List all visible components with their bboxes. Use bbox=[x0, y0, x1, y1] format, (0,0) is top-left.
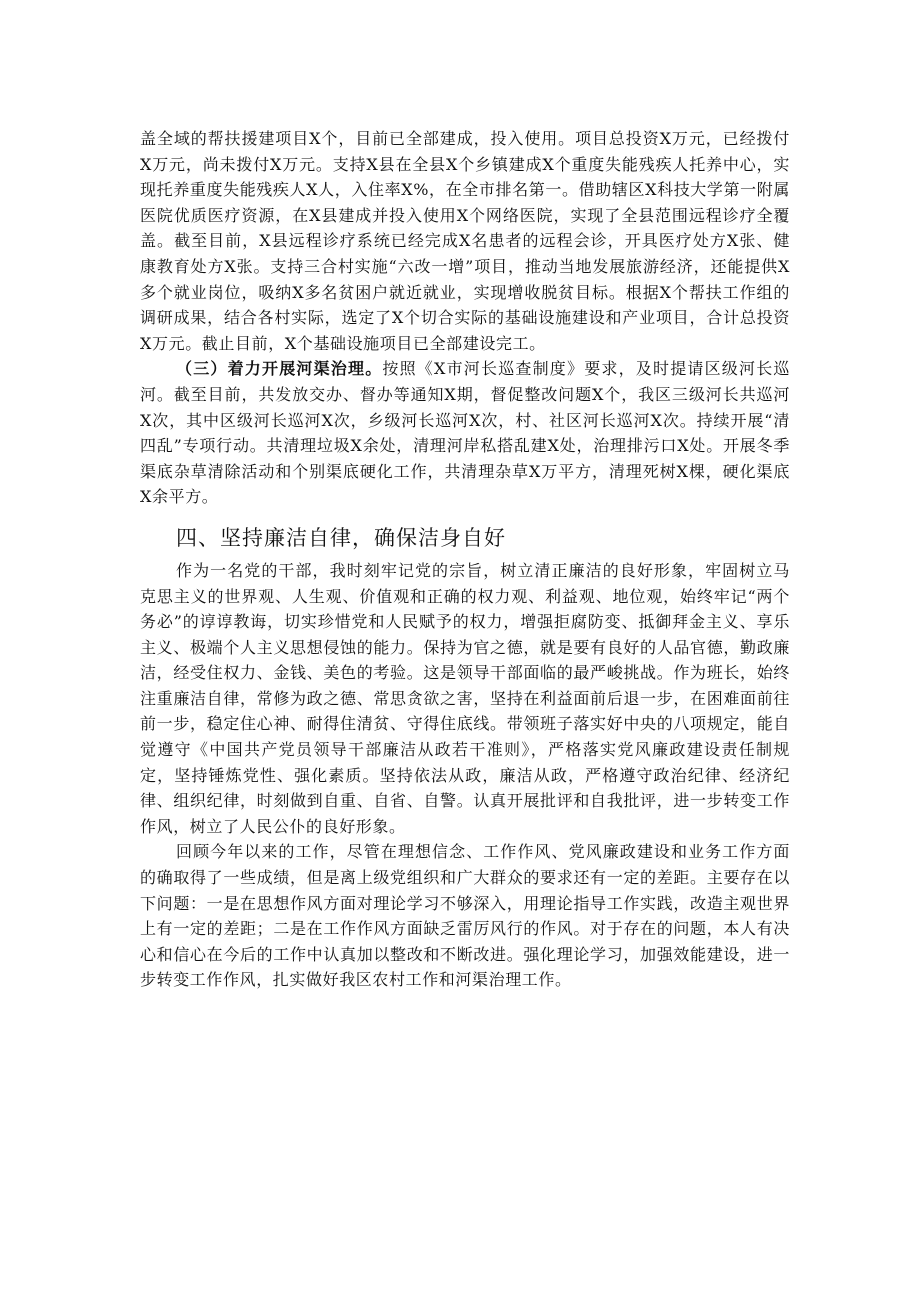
paragraph-assistance-projects: 盖全域的帮扶援建项目X个，目前已全部建成，投入使用。项目总投资X万元，已经拨付X万元，尚未拨付X万元。支持X县在全县X个乡镇建成X个重度失能残疾人托养中心，实现托养重度失能残疾人X人，入住率X%，在全市排名第一。借助辖区X科技大学第一附属医院优质医疗资源，在X县建成并投入使用X个网络医院，实现了全县范围远程诊疗全覆盖。截至目前，X县远程诊疗系统已经完成X名患者的远程会诊，开具医疗处方X张、健康教育处方X张。支持三合村实施“六改一增”项目，推动当地发展旅游经济，还能提供X多个就业岗位，吸纳X多名贫困户就近就业，实现增收脱贫目标。根据X个帮扶工作组的调研成果，结合各村实际，选定了X个切合实际的基础设施建设和产业项目，合计总投资X万元。截止目前，X个基础设施项目已全部建设完工。 bbox=[140, 129, 790, 353]
section-heading-integrity: 四、坚持廉洁自律，确保洁身自好 bbox=[176, 525, 506, 550]
paragraph-river-governance bbox=[140, 356, 790, 510]
document-body bbox=[140, 126, 790, 993]
subsection-heading-river-governance: （三）着力开展河渠治理。 bbox=[176, 359, 383, 379]
subsection-body-river-governance: 按照《X市河长巡查制度》要求，及时提请区级河长巡河。截至目前，共发放交办、督办等通知X期，督促整改问题X个，我区三级河长共巡河X次，其中区级河长巡河X次，乡级河长巡河X次，村、社区河长巡河X次。持续开展“清四乱”专项行动。共清理垃圾X余处，清理河岸私搭乱建X处，治理排污口X处。开展冬季渠底杂草清除活动和个别渠底硬化工作，共清理杂草X万平方，清理死树X棵，硬化渠底X余平方。 bbox=[140, 359, 790, 507]
paragraph-review: 回顾今年以来的工作，尽管在理想信念、工作作风、党风廉政建设和业务工作方面的确取得了一些成绩，但是离上级党组织和广大群众的要求还有一定的差距。主要存在以下问题：一是在思想作风方面对理论学习不够深入，用理论指导工作实践，改造主观世界上有一定的差距；二是在工作作风方面缺乏雷厉风行的作风。对于存在的问题，本人有决心和信心在今后的工作中认真加以整改和不断改进。强化理论学习，加强效能建设，进一步转变工作作风，扎实做好我区农村工作和河渠治理工作。 bbox=[140, 842, 790, 990]
paragraph-integrity: 作为一名党的干部，我时刻牢记党的宗旨，树立清正廉洁的良好形象，牢固树立马克思主义的世界观、人生观、价值观和正确的权力观、利益观、地位观，始终牢记“两个务必”的谆谆教诲，切实珍惜党和人民赋予的权力，增强拒腐防变、抵御拜金主义、享乐主义、极端个人主义思想侵蚀的能力。保持为官之德，就是要有良好的人品官德，勤政廉洁，经受住权力、金钱、美色的考验。这是领导干部面临的最严峻挑战。作为班长，始终注重廉洁自律，常修为政之德、常思贪欲之害，坚持在利益面前后退一步，在困难面前往前一步，稳定住心神、耐得住清贫、守得住底线。带领班子落实好中央的八项规定，能自觉遵守《中国共产党员领导干部廉洁从政若干准则》，严格落实党风廉政建设责任制规定，坚持锤炼党性、强化素质。坚持依法从政，廉洁从政，严格遵守政治纪律、经济纪律、组织纪律，时刻做到自重、自省、自警。认真开展批评和自我批评，进一步转变工作作风，树立了人民公仆的良好形象。 bbox=[140, 560, 790, 836]
